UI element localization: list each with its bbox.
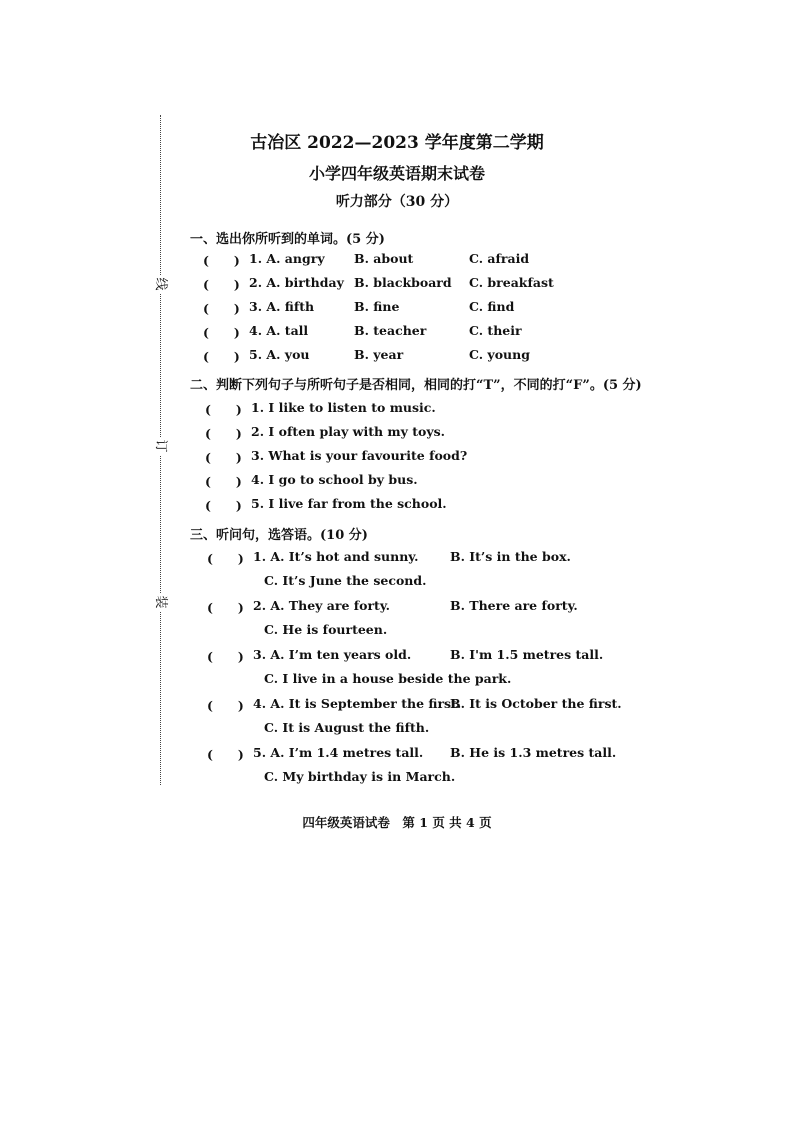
answer-blank[interactable]: ( ) <box>207 600 244 615</box>
option-c: C. afraid <box>469 251 530 266</box>
sentence: 2. I often play with my toys. <box>251 424 446 439</box>
sentence: 3. What is your favourite food? <box>251 448 468 463</box>
option-c: C. He is fourteen. <box>264 622 388 637</box>
option-b: B. year <box>354 347 404 362</box>
answer-blank[interactable]: ( ) <box>207 551 244 566</box>
option-b: B. I'm 1.5 metres tall. <box>450 647 604 662</box>
page-footer: 四年级英语试卷 第 1 页 共 4 页 <box>302 815 492 830</box>
answer-blank[interactable]: ( ) <box>205 402 242 417</box>
answer-blank[interactable]: ( ) <box>205 426 242 441</box>
section3-heading: 三、听问句，选答语。(10 分) <box>190 528 368 543</box>
sentence: 4. I go to school by bus. <box>251 472 418 487</box>
option-c: C. young <box>469 347 530 362</box>
option-b: B. blackboard <box>354 275 452 290</box>
exam-title: 古冶区 2022—2023 学年度第二学期 <box>250 133 544 153</box>
section-part-title: 听力部分（30 分） <box>335 194 459 210</box>
option-a: 3. A. I’m ten years old. <box>253 647 412 662</box>
option-a: 5. A. I’m 1.4 metres tall. <box>253 745 424 760</box>
option-a: 3. A. fifth <box>249 299 315 314</box>
option-c: C. I live in a house beside the park. <box>264 671 512 686</box>
option-b: B. about <box>354 251 414 266</box>
sentence: 5. I live far from the school. <box>251 496 447 511</box>
answer-blank[interactable]: ( ) <box>205 450 242 465</box>
option-c: C. find <box>469 299 515 314</box>
option-a: 2. A. birthday <box>249 275 344 290</box>
option-a: 4. A. It is September the first. <box>253 696 462 711</box>
option-b: B. fine <box>354 299 400 314</box>
section2-heading: 二、判断下列句子与所听句子是否相同，相同的打“T”，不同的打“F”。(5 分) <box>190 378 642 393</box>
answer-blank[interactable]: ( ) <box>207 747 244 762</box>
option-c: C. breakfast <box>469 275 554 290</box>
option-a: 1. A. angry <box>249 251 325 266</box>
option-a: 1. A. It’s hot and sunny. <box>253 549 419 564</box>
answer-blank[interactable]: ( ) <box>207 649 244 664</box>
option-b: B. There are forty. <box>450 598 578 613</box>
sentence: 1. I like to listen to music. <box>251 400 436 415</box>
section1-heading: 一、选出你所听到的单词。(5 分) <box>190 232 385 247</box>
answer-blank[interactable]: ( ) <box>203 277 240 292</box>
answer-blank[interactable]: ( ) <box>203 349 240 364</box>
option-a: 5. A. you <box>249 347 310 362</box>
option-c: C. their <box>469 323 522 338</box>
answer-blank[interactable]: ( ) <box>203 253 240 268</box>
binding-char-xian: 线 <box>152 275 168 293</box>
option-b: B. He is 1.3 metres tall. <box>450 745 617 760</box>
option-c: C. It’s June the second. <box>264 573 427 588</box>
option-c: C. My birthday is in March. <box>264 769 456 784</box>
binding-char-ding: 订 <box>152 437 168 455</box>
binding-char-zhuang: 装 <box>152 593 168 611</box>
answer-blank[interactable]: ( ) <box>203 325 240 340</box>
option-a: 4. A. tall <box>249 323 309 338</box>
answer-blank[interactable]: ( ) <box>205 498 242 513</box>
answer-blank[interactable]: ( ) <box>205 474 242 489</box>
option-b: B. It’s in the box. <box>450 549 571 564</box>
option-a: 2. A. They are forty. <box>253 598 391 613</box>
option-b: B. It is October the first. <box>450 696 622 711</box>
answer-blank[interactable]: ( ) <box>203 301 240 316</box>
exam-subtitle: 小学四年级英语期末试卷 <box>308 164 485 183</box>
answer-blank[interactable]: ( ) <box>207 698 244 713</box>
option-b: B. teacher <box>354 323 427 338</box>
option-c: C. It is August the fifth. <box>264 720 430 735</box>
